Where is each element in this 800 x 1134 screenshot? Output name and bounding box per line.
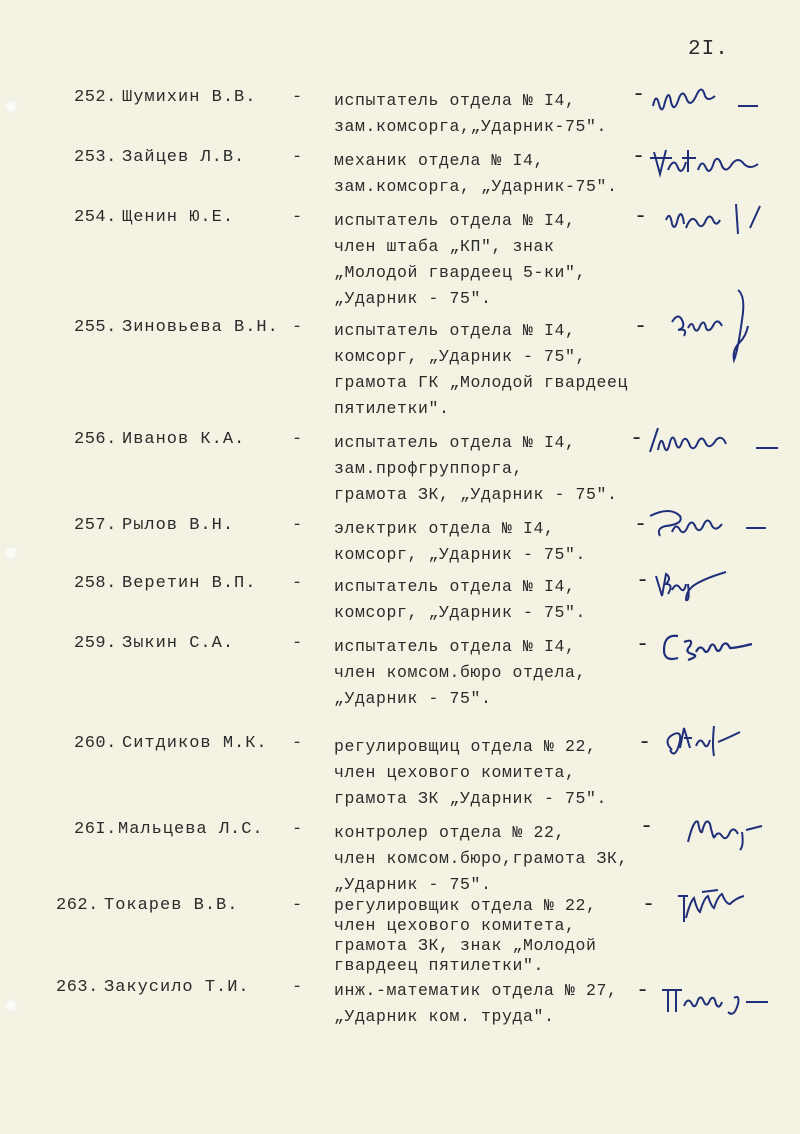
signature-image: [668, 286, 778, 366]
punch-hole: [4, 545, 18, 561]
signature-dash: -: [634, 314, 648, 339]
entry-description: инж.-математик отдела № 27, „Ударник ком. труда".: [334, 981, 618, 1026]
entry-number: 26I.: [74, 820, 117, 839]
entry-number: 262.: [56, 896, 99, 915]
entry-number: 256.: [74, 430, 117, 449]
entry-name: Зиновьева В.Н.: [122, 318, 279, 337]
signature-image: [658, 716, 778, 776]
entry-number: 258.: [74, 574, 117, 593]
entry-dash: -: [292, 318, 303, 337]
signature-image: [646, 420, 786, 460]
entry-name: Мальцева Л.С.: [118, 820, 264, 839]
entry-name: Зыкин С.А.: [122, 634, 235, 653]
entry-description: испытатель отдела № I4, зам.профгруппорга, грамота ЗК, „Ударник - 75".: [334, 433, 618, 504]
signature-image: [648, 84, 778, 120]
entry-number: 252.: [74, 88, 117, 107]
entry-name: Ситдиков М.К.: [122, 734, 268, 753]
entry-description: испытатель отдела № I4, комсорг, „Ударник - 75", грамота ГК „Молодой гвардеец пятилетки".: [334, 321, 629, 418]
signature-dash: -: [634, 512, 648, 537]
entry-dash: -: [292, 574, 303, 593]
signature-dash: -: [640, 814, 654, 839]
entry-dash: -: [292, 148, 303, 167]
entry-name: Веретин В.П.: [122, 574, 257, 593]
entry-number: 253.: [74, 148, 117, 167]
entry-description: регулировщиц отдела № 22, член цехового комитета, грамота ЗК „Ударник - 75".: [334, 737, 608, 808]
entry-dash: -: [292, 896, 303, 915]
entry-dash: -: [292, 820, 303, 839]
signature-image: [646, 502, 776, 546]
entry-name: Закусило Т.И.: [104, 978, 250, 997]
entry-description: испытатель отдела № I4, член штаба „КП", знак „Молодой гвардеец 5-ки", „Ударник - 75".: [334, 211, 587, 308]
signature-image: [660, 628, 780, 668]
signature-dash: -: [636, 632, 650, 657]
punch-hole: [4, 98, 18, 114]
entry-name: Рылов В.Н.: [122, 516, 235, 535]
signature-image: [648, 140, 778, 180]
punch-hole: [4, 998, 18, 1014]
signature-dash: -: [636, 568, 650, 593]
entry-dash: -: [292, 978, 303, 997]
entry-dash: -: [292, 634, 303, 653]
signature-dash: -: [638, 730, 652, 755]
entry-name: Зайцев Л.В.: [122, 148, 246, 167]
signature-dash: -: [634, 204, 648, 229]
entry-number: 259.: [74, 634, 117, 653]
signature-image: [658, 982, 788, 1022]
entry-dash: -: [292, 88, 303, 107]
entry-name: Щенин Ю.Е.: [122, 208, 235, 227]
entry-number: 255.: [74, 318, 117, 337]
signature-dash: -: [632, 144, 646, 169]
signature-dash: -: [642, 892, 656, 917]
signature-dash: -: [630, 426, 644, 451]
entry-dash: -: [292, 734, 303, 753]
entry-name: Иванов К.А.: [122, 430, 246, 449]
entry-description: регулировщик отдела № 22, член цехового комитета, грамота ЗК, знак „Молодой гвардеец пятилетки".: [334, 896, 597, 975]
signature-dash: -: [632, 82, 646, 107]
entry-description: испытатель отдела № I4, комсорг, „Ударник - 75".: [334, 577, 587, 622]
entry-dash: -: [292, 208, 303, 227]
entry-description: испытатель отдела № I4, зам.комсорга,„Ударник-75".: [334, 91, 608, 136]
signature-image: [672, 888, 772, 934]
signature-dash: -: [636, 978, 650, 1003]
entry-description: контролер отдела № 22, член комсом.бюро,грамота ЗК, „Ударник - 75".: [334, 823, 629, 894]
entry-description: электрик отдела № I4, комсорг, „Ударник - 75".: [334, 519, 587, 564]
signature-image: [660, 198, 790, 238]
entry-description: механик отдела № I4, зам.комсорга, „Ударник-75".: [334, 151, 618, 196]
entry-description: испытатель отдела № I4, член комсом.бюро отдела, „Ударник - 75".: [334, 637, 587, 708]
signature-image: [684, 808, 784, 858]
page-number: 2I.: [688, 38, 729, 61]
entry-number: 254.: [74, 208, 117, 227]
entry-number: 257.: [74, 516, 117, 535]
entry-dash: -: [292, 516, 303, 535]
entry-name: Токарев В.В.: [104, 896, 239, 915]
entry-number: 263.: [56, 978, 99, 997]
entry-name: Шумихин В.В.: [122, 88, 257, 107]
entry-number: 260.: [74, 734, 117, 753]
signature-image: [652, 564, 752, 604]
entry-dash: -: [292, 430, 303, 449]
